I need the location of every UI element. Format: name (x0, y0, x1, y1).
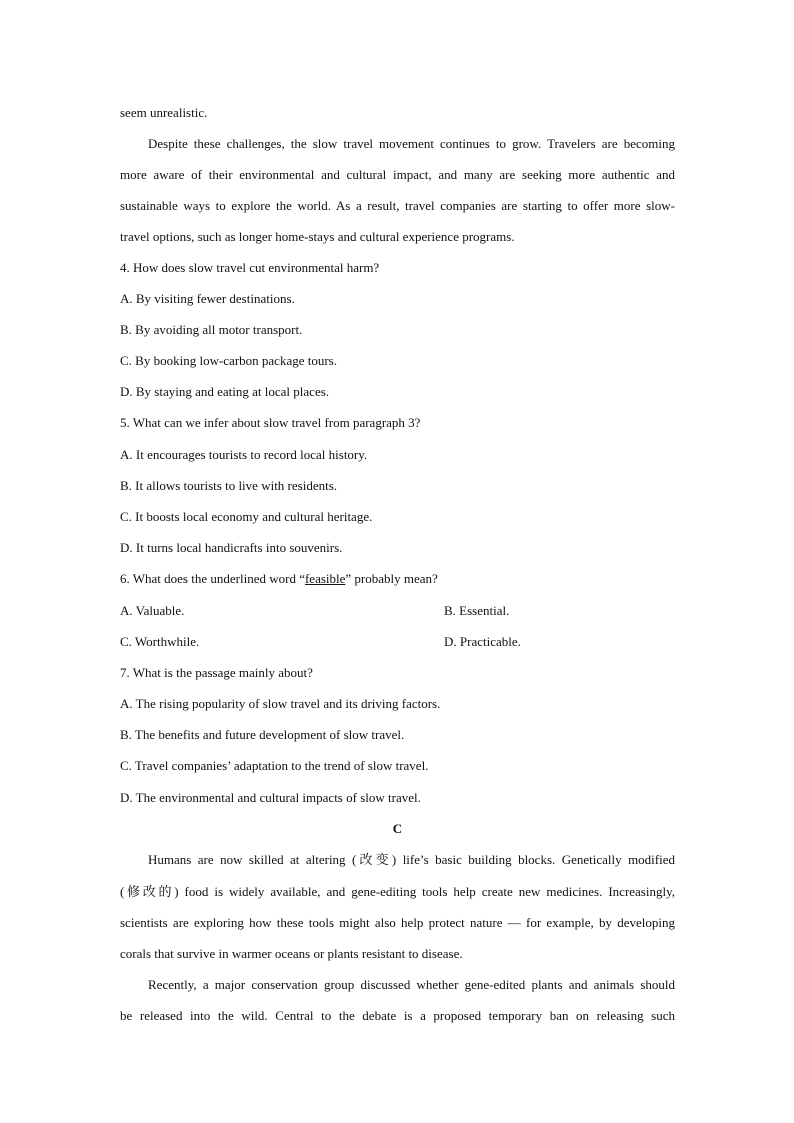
paragraph-line: Humans are now skilled at altering (改变) life’s basic building blocks. Genetically modified (148, 852, 675, 867)
paragraph-line: (修改的) food is widely available, and gene-editing tools help create new medicines. Increasingly, (120, 884, 675, 899)
stem-suffix: ” probably mean? (345, 571, 438, 586)
paragraph-line: be released into the wild. Central to the debate is a proposed temporary ban on releasing such (120, 1008, 675, 1023)
answer-option: D. The environmental and cultural impacts of slow travel. (120, 790, 421, 805)
answer-option: A. The rising popularity of slow travel and its driving factors. (120, 696, 441, 711)
paragraph-line: seem unrealistic. (120, 105, 208, 120)
paragraph-line: Recently, a major conservation group discussed whether gene-edited plants and animals should (148, 977, 675, 992)
answer-option: B. The benefits and future development of slow travel. (120, 727, 405, 742)
question-stem (120, 570, 438, 588)
answer-option: C. By booking low-carbon package tours. (120, 353, 337, 368)
answer-option: A. By visiting fewer destinations. (120, 291, 295, 306)
section-heading: C (392, 821, 403, 836)
paragraph-line: scientists are exploring how these tools might also help protect nature — for example, by developing (120, 915, 675, 930)
answer-option: B. It allows tourists to live with residents. (120, 478, 338, 493)
answer-option: D. By staying and eating at local places. (120, 384, 330, 399)
question-stem: 4. How does slow travel cut environmental harm? (120, 260, 380, 275)
answer-option: D. Practicable. (444, 634, 521, 649)
answer-option: D. It turns local handicrafts into souvenirs. (120, 540, 343, 555)
question-stem: 7. What is the passage mainly about? (120, 665, 313, 680)
question-stem: 5. What can we infer about slow travel from paragraph 3? (120, 415, 421, 430)
paragraph-line: Despite these challenges, the slow travel movement continues to grow. Travelers are becoming (148, 136, 675, 151)
answer-option: C. Travel companies’ adaptation to the trend of slow travel. (120, 758, 429, 773)
answer-option: C. It boosts local economy and cultural heritage. (120, 509, 373, 524)
answer-option: B. By avoiding all motor transport. (120, 322, 303, 337)
stem-prefix: 6. What does the underlined word “ (120, 571, 305, 586)
answer-option: B. Essential. (444, 603, 510, 618)
paragraph-line: sustainable ways to explore the world. As a result, travel companies are starting to offer more slow- (120, 198, 675, 213)
paragraph-line: travel options, such as longer home-stays and cultural experience programs. (120, 229, 515, 244)
answer-option: A. Valuable. (120, 603, 185, 618)
paragraph-line: corals that survive in warmer oceans or plants resistant to disease. (120, 946, 463, 961)
underlined-word: feasible (304, 571, 346, 586)
answer-option: C. Worthwhile. (120, 634, 200, 649)
paragraph-line: more aware of their environmental and cultural impact, and many are seeking more authentic and (120, 167, 675, 182)
answer-option: A. It encourages tourists to record local history. (120, 447, 368, 462)
